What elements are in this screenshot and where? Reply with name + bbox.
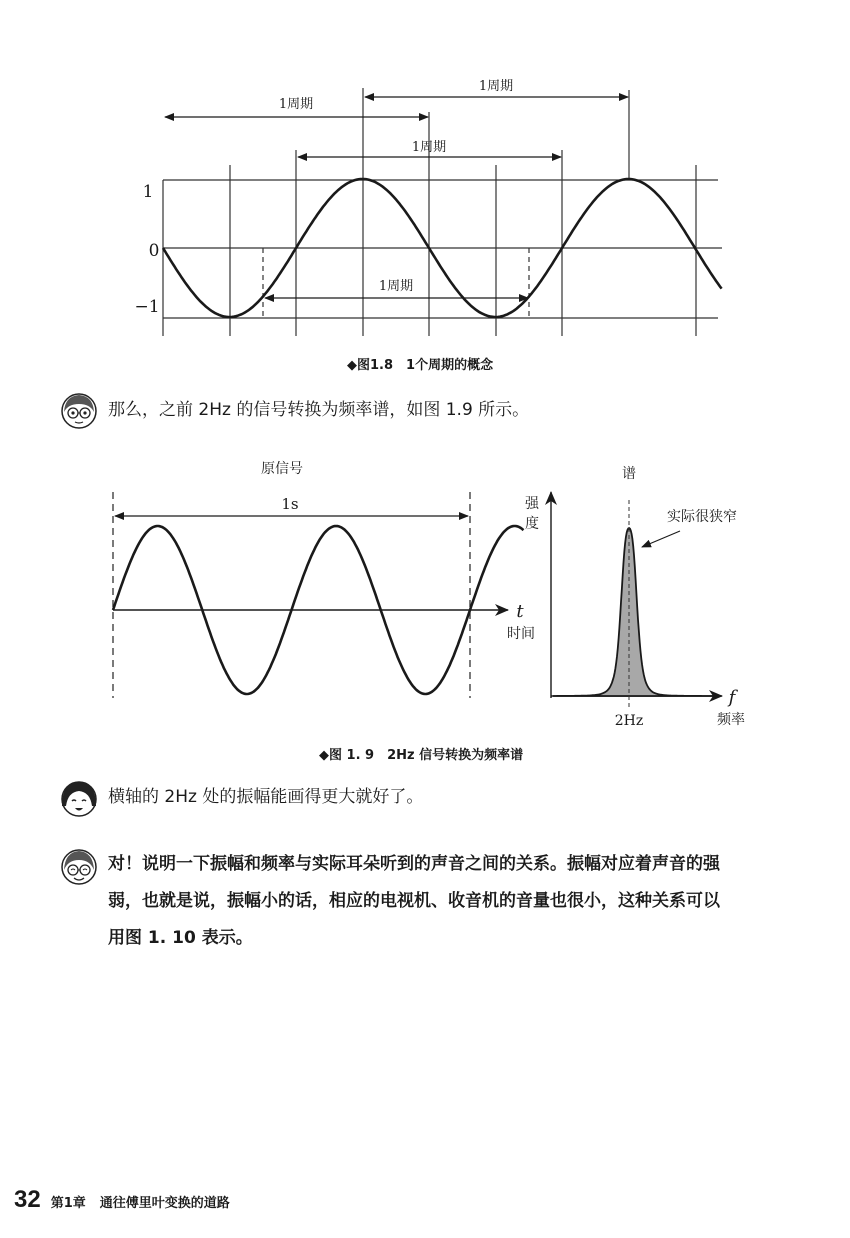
dialog-teacher-1 xyxy=(60,392,529,430)
dialog-1-text: 那么，之前 2Hz 的信号转换为频率谱，如图 1.9 所示。 xyxy=(108,400,530,420)
period-label-middle: 1周期 xyxy=(411,140,447,155)
duration-label: 1s xyxy=(281,495,299,513)
figure-1-8 xyxy=(0,0,850,360)
dialog-3-line-2: 弱，也就是说，振幅小的话，相应的电视机、收音机的音量也很小，这种关系可以 xyxy=(108,891,720,911)
figure-1-9 xyxy=(0,440,850,760)
y-tick-0: 0 xyxy=(148,241,160,261)
dialog-2-text: 横轴的 2Hz 处的振幅能画得更大就好了。 xyxy=(108,787,424,807)
freq-axis-symbol: f xyxy=(728,687,736,708)
chapter-title: 通往傅里叶变换的道路 xyxy=(99,1196,230,1211)
y-axis-label-2: 度 xyxy=(525,516,539,532)
period-label-bottom: 1周期 xyxy=(378,279,414,294)
freq-axis-label: 频率 xyxy=(717,712,745,728)
period-label-top-right: 1周期 xyxy=(478,79,514,94)
time-axis-label: 时间 xyxy=(507,626,535,642)
freq-tick-2hz: 2Hz xyxy=(614,713,644,729)
spectrum-peak xyxy=(553,528,715,696)
period-label-top-left: 1周期 xyxy=(278,97,314,112)
spectrum-title: 谱 xyxy=(622,466,636,482)
dialog-3-line-3: 用图 1. 10 表示。 xyxy=(108,928,253,948)
figure-1-8-caption: ◆图1.8 1个周期的概念 xyxy=(347,358,494,373)
annotation-arrow xyxy=(642,531,680,547)
page-footer xyxy=(14,1186,230,1214)
dialog-3-paragraph xyxy=(108,846,808,957)
student-avatar-icon xyxy=(60,780,98,818)
y-tick-1: 1 xyxy=(142,182,154,202)
dialog-student-2 xyxy=(60,780,423,818)
teacher-avatar-icon xyxy=(60,392,98,430)
y-axis-label-1: 强 xyxy=(525,496,539,512)
narrow-annotation: 实际很狭窄 xyxy=(667,509,737,525)
dialog-teacher-3 xyxy=(60,848,808,957)
time-axis-symbol: t xyxy=(516,601,524,622)
teacher-avatar-icon xyxy=(60,848,98,886)
grid-lines xyxy=(163,88,722,336)
original-signal-title: 原信号 xyxy=(261,461,303,477)
figure-1-9-caption: ◆图 1. 9 2Hz 信号转换为频率谱 xyxy=(319,748,524,763)
y-tick-neg1: −1 xyxy=(134,297,160,317)
chapter-number: 第1章 xyxy=(50,1196,86,1211)
dialog-3-line-1: 对！说明一下振幅和频率与实际耳朵听到的声音之间的关系。振幅对应着声音的强 xyxy=(108,854,720,874)
page-number: 32 xyxy=(14,1186,41,1213)
